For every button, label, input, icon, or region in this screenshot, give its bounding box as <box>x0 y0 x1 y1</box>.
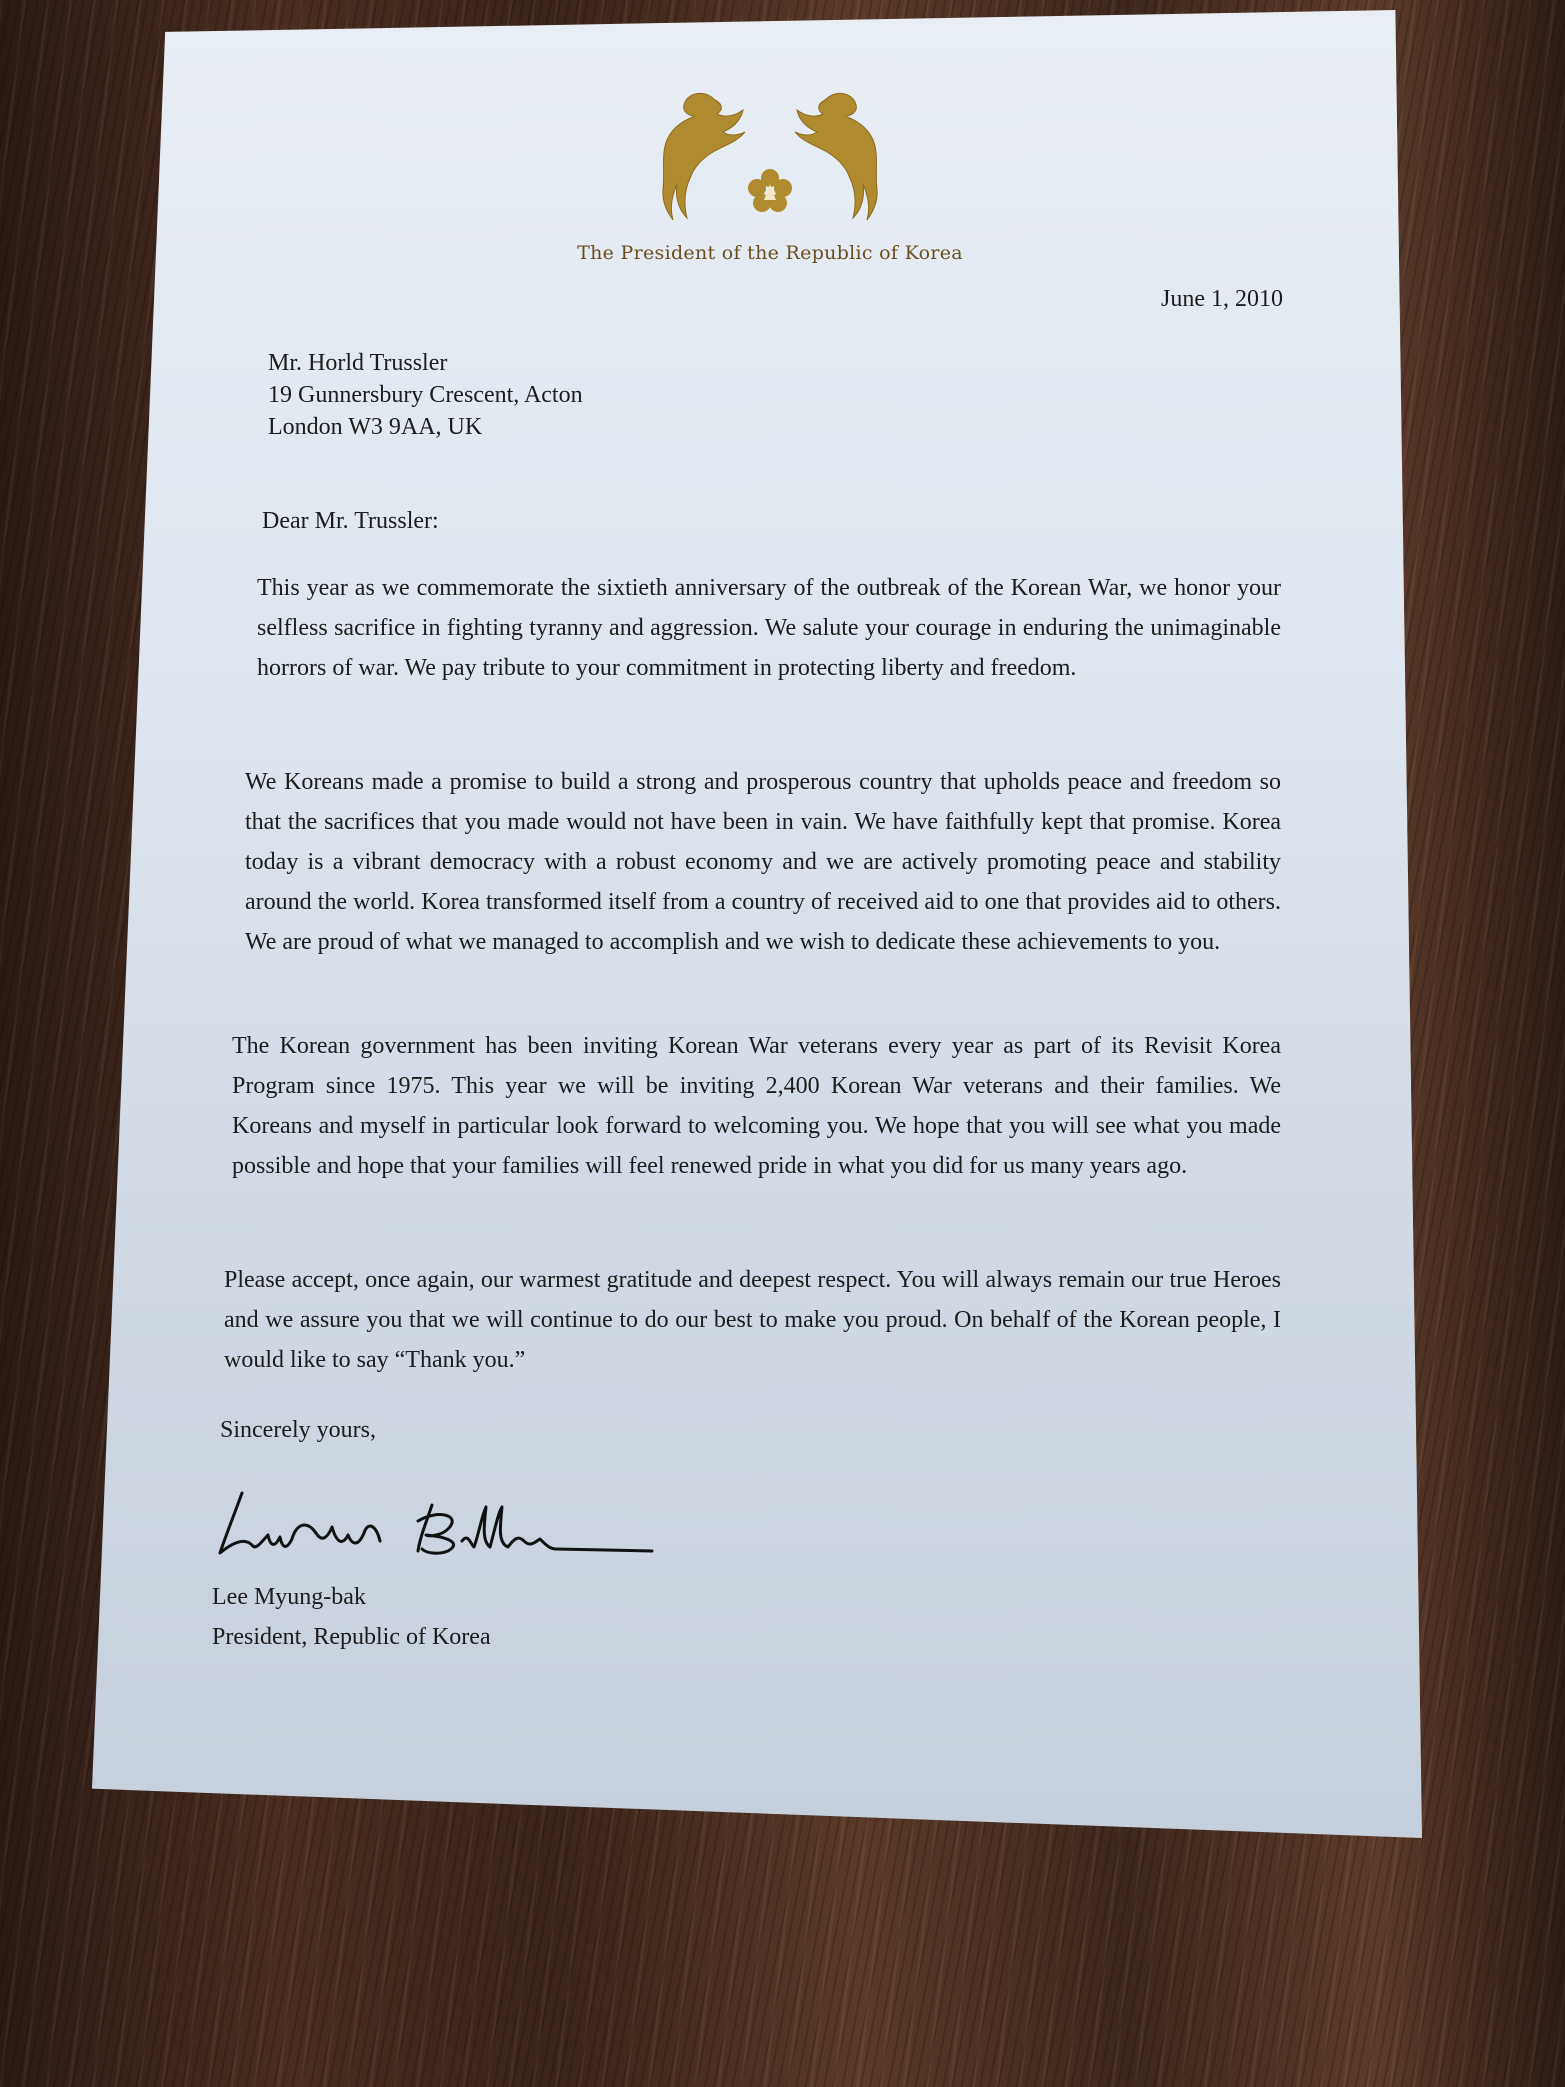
body-paragraph-4: Please accept, once again, our warmest gratitude and deepest respect. You will always remain our true Heroes and we assure you that we will continue to do our best to make you proud. On behalf of the Korean people, I would like to say “Thank you.” <box>224 1267 1281 1373</box>
letterhead-title: The President of the Republic of Korea <box>577 242 963 264</box>
recipient-address-line1: 19 Gunnersbury Crescent, Acton <box>268 382 583 408</box>
letter-date: June 1, 2010 <box>1161 286 1283 312</box>
recipient-name: Mr. Horld Trussler <box>268 350 448 376</box>
body-paragraph-2: We Koreans made a promise to build a strong and prosperous country that upholds peace and freedom so that the sacrifices that you made would not have been in vain. We have faithfully kept that promise. Korea today is a vibrant democracy with a robust economy and we are actively promoting peace and stability around the world. Korea transformed itself from a country of received aid to one that provides aid to others. We are proud of what we managed to accomplish and we wish to dedicate these achievements to you. <box>245 769 1281 955</box>
phoenix-emblem-icon <box>645 80 895 240</box>
recipient-address <box>268 347 583 443</box>
signer-title: President, Republic of Korea <box>212 1624 491 1650</box>
salutation: Dear Mr. Trussler: <box>262 508 439 534</box>
recipient-address-line2: London W3 9AA, UK <box>268 414 483 440</box>
closing: Sincerely yours, <box>220 1417 376 1443</box>
body-paragraph-3: The Korean government has been inviting Korean War veterans every year as part of its Revisit Korea Program since 1975. This year we will be inviting 2,400 Korean War veterans and their families. We Koreans and myself in particular look forward to welcoming you. We hope that you will see what you made possible and hope that your families will feel renewed pride in what you did for us many years ago. <box>232 1033 1281 1179</box>
signer-block <box>212 1577 491 1657</box>
body-paragraph-1: This year as we commemorate the sixtieth anniversary of the outbreak of the Korean War, we honor your selfless sacrifice in fighting tyranny and aggression. We salute your courage in enduring the unimaginable horrors of war. We pay tribute to your commitment in protecting liberty and freedom. <box>257 575 1281 681</box>
letterhead <box>560 80 980 264</box>
handwritten-signature <box>212 1485 662 1565</box>
signer-name: Lee Myung-bak <box>212 1584 366 1610</box>
